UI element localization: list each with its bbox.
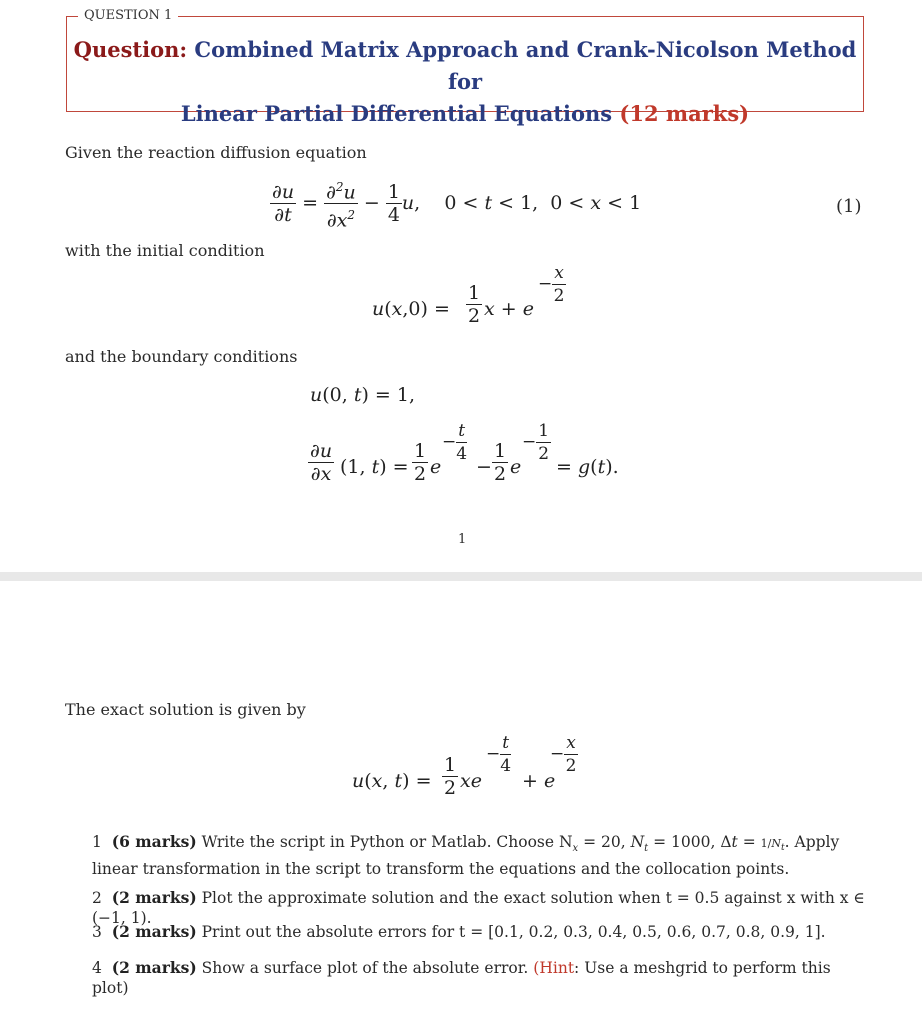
task-2: 2 (2 marks) Plot the approximate solution and the exact solution when t = 0.5 against x with x ∈ (−1, 1).: [92, 888, 865, 927]
title-line2: Linear Partial Differential Equations: [180, 101, 613, 126]
boundary-condition-text: and the boundary conditions: [65, 347, 298, 366]
boundary-condition-1: u(0, t) = 1,: [310, 384, 416, 406]
title-lead: Question:: [73, 37, 188, 62]
task-3: 3 (2 marks) Print out the absolute errors for t = [0.1, 0.2, 0.3, 0.4, 0.5, 0.6, 0.7, 0.8, 0.9, 1].: [92, 922, 826, 941]
initial-condition-text: with the initial condition: [65, 241, 265, 260]
exact-solution-text: The exact solution is given by: [65, 700, 306, 719]
initial-condition-equation: u(x,0) = $\frac{1}{2}$ x + e − $\frac{x}{2}$: [372, 263, 565, 327]
task-4: 4 (2 marks) Show a surface plot of the absolute error. (Hint: Use a meshgrid to perform this plot): [92, 958, 831, 997]
question-label: QUESTION 1: [78, 8, 178, 23]
page-separator: [0, 572, 922, 581]
pde-equation: $\frac{\partial u}{\partial t}$ = $\frac{\partial^2u}{\partial x^2}$ − $\frac{1}{4}$ u, 0 < t < 1, 0 < x < 1: [270, 176, 641, 236]
equation-number: (1): [836, 196, 862, 217]
title-line1: Combined Matrix Approach and Crank-Nicolson Method for: [194, 37, 857, 94]
boundary-condition-2: $\frac{\partial u}{\partial x}$ (1, t) = $\frac{1}{2}$ e − $\frac{t}{4}$ − $\frac{1}{2}$ e − $\frac{1}{2}$ = g(t).: [310, 421, 619, 485]
title-marks: (12 marks): [619, 101, 750, 126]
question-title: [70, 34, 860, 130]
page-number: 1: [458, 532, 467, 547]
task-1: 1 (6 marks) Write the script in Python or Matlab. Choose $N_x = 20$, $N_t = 1000$, $\Delta t = 1/N_t$. Apply linear transformation in the script to transform the equations and the collocation points.: [92, 832, 840, 879]
exact-solution-equation: u(x, t) = $\frac{1}{2}$ xe − $\frac{t}{4}$ + e − $\frac{x}{2}$: [352, 733, 577, 799]
intro-text: Given the reaction diffusion equation: [65, 143, 367, 162]
